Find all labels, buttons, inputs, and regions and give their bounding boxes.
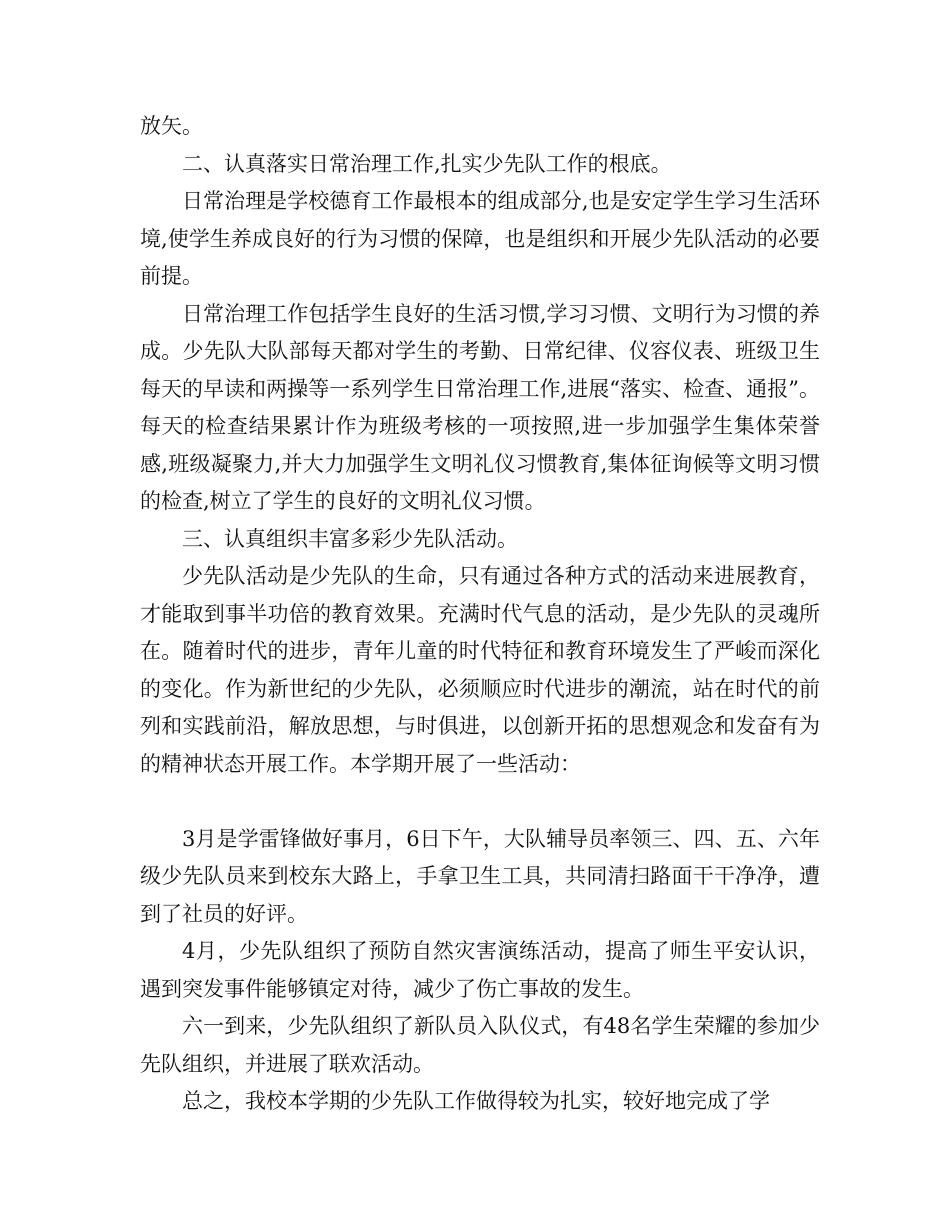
paragraph-summary: 总之，我校本学期的少先队工作做得较为扎实，较好地完成了学 [182, 1089, 770, 1113]
paragraph-march-activity: 3月是学雷锋做好事月，6日下午，大队辅导员率领三、四、五、六年级少先队员来到校东大路上，手拿卫生工具，共同清扫路面干干净净，遭到了社员的好评。 [140, 826, 820, 926]
section-heading-activities: 三、认真组织丰富多彩少先队活动。 [182, 526, 518, 551]
paragraph-childrens-day-activity: 六一到来，少先队组织了新队员入队仪式，有48名学生荣耀的参加少先队组织，并进展了联欢活动。 [140, 1014, 820, 1076]
section-heading-daily-management: 二、认真落实日常治理工作,扎实少先队工作的根底。 [182, 151, 672, 176]
paragraph-continuation: 放矢。 [140, 114, 203, 138]
paragraph-april-activity: 4月，少先队组织了预防自然灾害演练活动，提高了师生平安认识，遇到突发事件能够镇定对待，减少了伤亡事故的发生。 [140, 939, 820, 1001]
paragraph-activities-intro: 少先队活动是少先队的生命，只有通过各种方式的活动来进展教育，才能取到事半功倍的教育效果。充满时代气息的活动，是少先队的灵魂所在。随着时代的进步，青年儿童的时代特征和教育环境发生了严峻而深化的变化。作为新世纪的少先队，必须顺应时代进步的潮流，站在时代的前列和实践前沿，解放思想，与时俱进，以创新开拓的思想观念和发奋有为的精神状态开展工作。本学期开展了一些活动： [140, 564, 820, 776]
document-body [140, 108, 820, 1121]
paragraph-daily-management-intro: 日常治理是学校德育工作最根本的组成部分,也是安定学生学习生活环境,使学生养成良好的行为习惯的保障，也是组织和开展少先队活动的必要前提。 [140, 189, 820, 288]
paragraph-daily-management-details: 日常治理工作包括学生良好的生活习惯,学习习惯、文明行为习惯的养成。少先队大队部每天都对学生的考勤、日常纪律、仪容仪表、班级卫生每天的早读和两操等一系列学生日常治理工作,进展“落实、检查、通报”。每天的检查结果累计作为班级考核的一项按照,进一步加强学生集体荣誉感,班级凝聚力,并大力加强学生文明礼仪习惯教育,集体征询候等文明习惯的检查,树立了学生的良好的文明礼仪习惯。 [140, 301, 820, 513]
